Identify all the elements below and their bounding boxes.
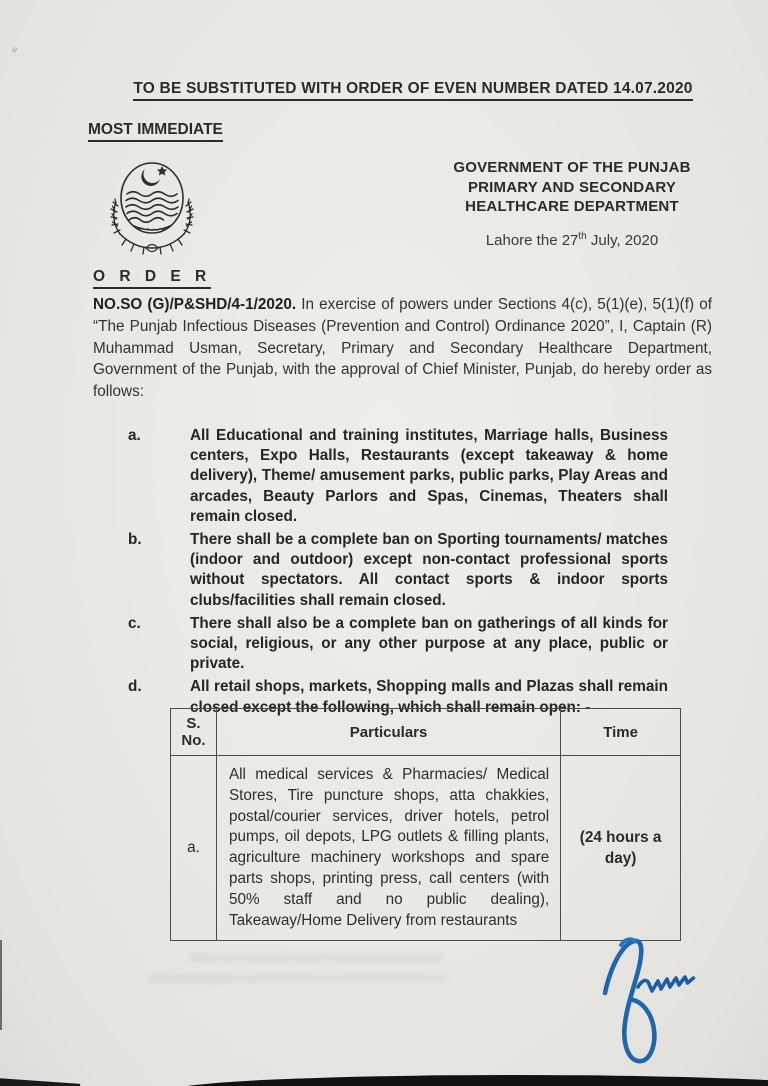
header-particulars: Particulars [216, 709, 560, 756]
clause-b [128, 530, 668, 611]
secretary-signature-ink [583, 933, 705, 1071]
table-header-row [171, 709, 681, 756]
clause-d-text: All retail shops, markets, Shopping malls and Plazas shall remain closed except the following, which shall remain open: - [190, 678, 668, 716]
order-heading: O R D E R [93, 268, 211, 286]
department-line-2: PRIMARY AND SECONDARY [467, 178, 677, 196]
clause-a-text: All Educational and training institutes, Marriage halls, Business centers, Expo Halls, Restaurants (except takeaway & home delivery), Theme/ amusement parks, public parks, Play Areas and arcades, Beauty Parlors and Spas, Cinemas, Theaters shall remain closed. [190, 427, 668, 525]
substitution-note: TO BE SUBSTITUTED WITH ORDER OF EVEN NUMBER DATED 14.07.2020 [0, 80, 768, 98]
punjab-crest-icon [96, 156, 208, 260]
order-intro-paragraph [93, 294, 712, 403]
scan-artifact-mark: ≈ [8, 45, 22, 55]
row-time: (24 hours a day) [561, 756, 681, 941]
clause-a [128, 426, 668, 527]
department-header [428, 158, 716, 249]
header-time: Time [561, 709, 681, 756]
clause-c [128, 614, 668, 675]
bleedthrough-smudge [188, 953, 444, 962]
open-shops-table [170, 708, 681, 941]
header-sno: S. No. [171, 709, 217, 756]
order-reference-number: NO.SO (G)/P&SHD/4-1/2020. [93, 296, 297, 313]
order-clauses [128, 426, 668, 721]
bleedthrough-smudge [148, 974, 448, 983]
order-intro-body: In exercise of powers under Sections 4(c), 5(1)(e), 5(1)(f) of “The Punjab Infectious Diseases (Prevention and Control) Ordinance 2020”, I, Captain (R) Muhammad Usman, Secretary, Primary and Secondary Healthcare Department, Government of the Punjab, with the approval of Chief Minister, Punjab, do hereby order as follows: [93, 296, 712, 401]
scan-edge-corner [0, 1076, 80, 1086]
scan-edge-left [0, 940, 2, 1030]
clause-a-label: a. [128, 427, 141, 444]
clause-c-text: There shall also be a complete ban on gatherings of all kinds for social, religious, or any other purpose at any place, public or private. [190, 614, 668, 673]
clause-b-text: There shall be a complete ban on Sporting tournaments/ matches (indoor and outdoor) except non-contact professional sports without spectators. All contact sports & indoor sports clubs/facilities shall remain closed. [190, 531, 668, 609]
clause-d-label: d. [128, 678, 142, 696]
clause-b-label: b. [128, 531, 142, 549]
scan-edge-bottom [170, 1075, 768, 1086]
dateline: Lahore the 27th July, 2020 [485, 230, 659, 249]
row-sno: a. [171, 756, 217, 941]
department-line-3: HEALTHCARE DEPARTMENT [465, 198, 679, 215]
department-line-1: GOVERNMENT OF THE PUNJAB [453, 159, 691, 176]
priority-label: MOST IMMEDIATE [88, 121, 223, 139]
row-particulars: All medical services & Pharmacies/ Medical Stores, Tire puncture shops, atta chakkies, postal/courier services, driver hotels, petrol pumps, oil depots, LPG outlets & filling plants, agriculture machinery workshops and spare parts shops, printing press, call centers (with 50% staff and no public dealing), Takeaway/Home Delivery from restaurants [216, 756, 560, 941]
table-row [171, 756, 681, 941]
clause-c-label: c. [128, 614, 141, 632]
